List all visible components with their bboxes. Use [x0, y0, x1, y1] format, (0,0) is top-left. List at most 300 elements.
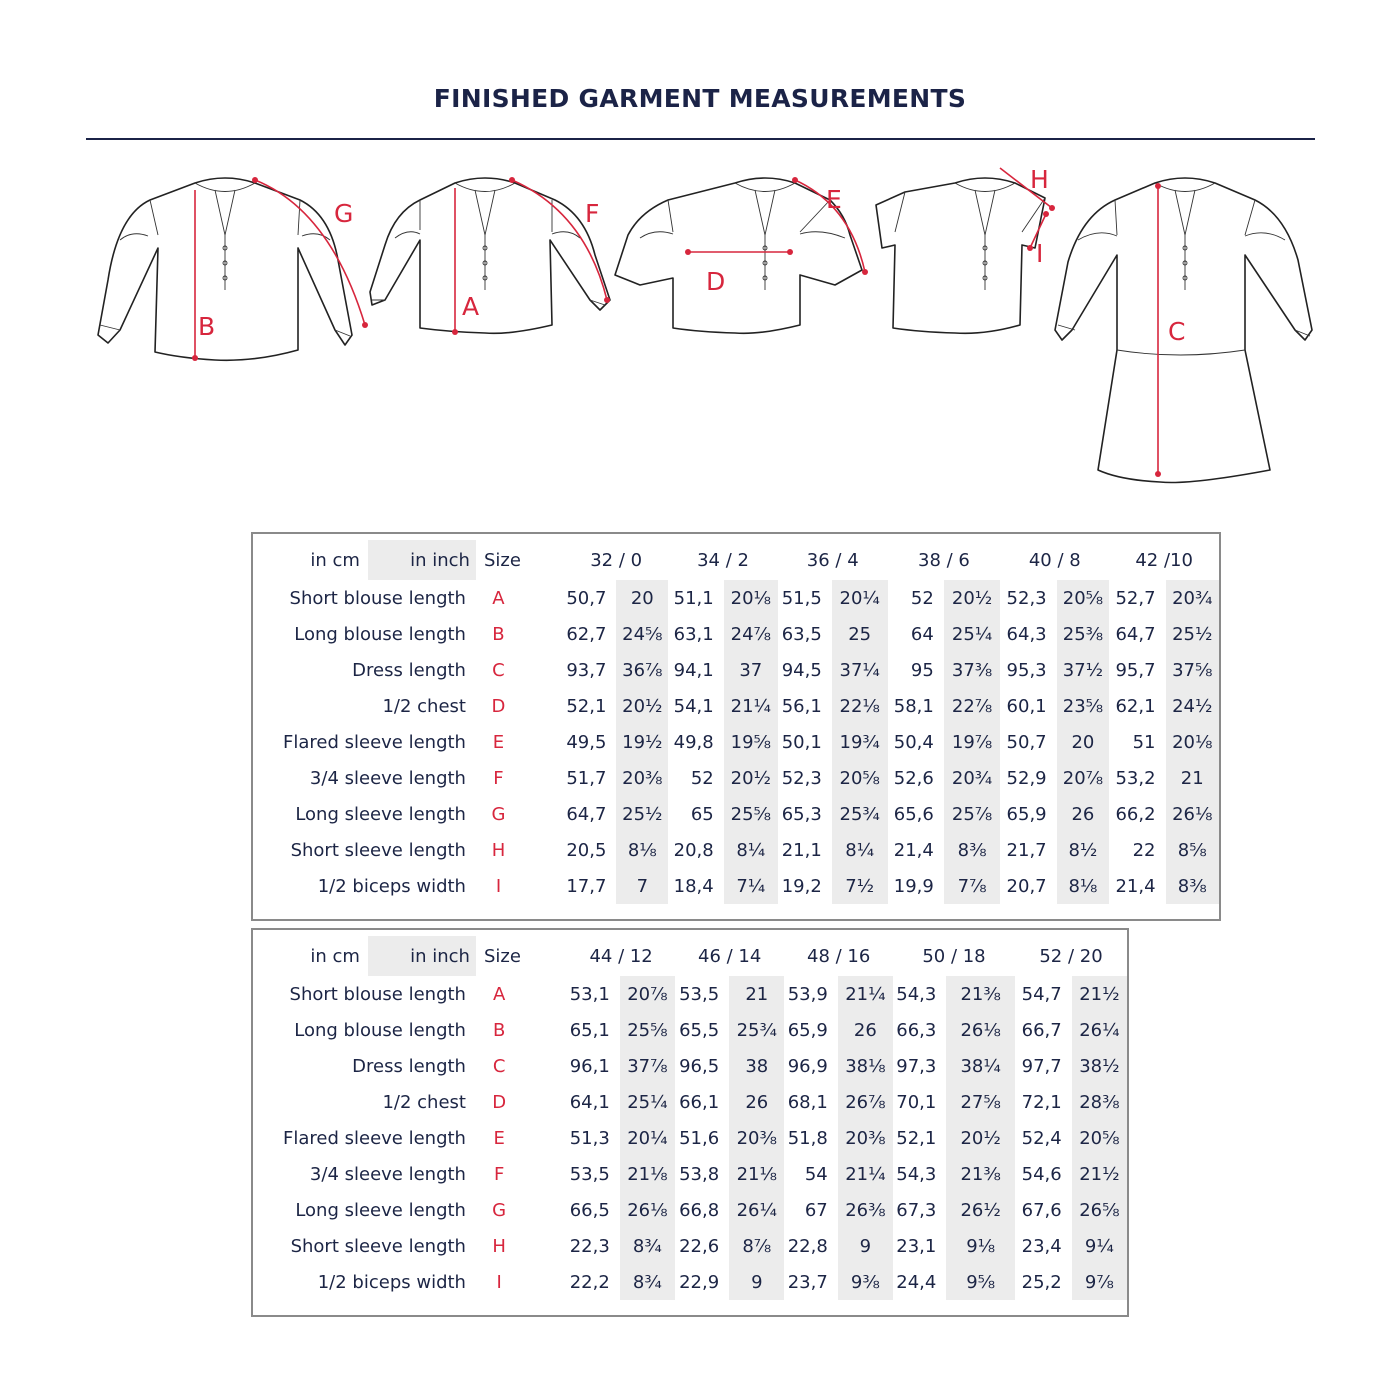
value-inch: 8¾ [620, 1228, 675, 1264]
size-header: 38 / 6 [918, 549, 970, 571]
value-inch: 26⅜ [838, 1192, 893, 1228]
flared-sleeve-blouse-drawing [615, 177, 868, 333]
header-in-inch: in inch [368, 540, 476, 580]
row-label: Short blouse length [289, 587, 466, 609]
value-cm: 50,1 [781, 731, 822, 753]
value-inch: 20 [1057, 724, 1110, 760]
spacer-cell [521, 724, 564, 760]
value-inch: 8⅝ [1166, 832, 1219, 868]
table-row [283, 1156, 1127, 1192]
row-label: Short sleeve length [290, 839, 466, 861]
long-blouse-drawing [98, 177, 368, 361]
label-d: D [706, 267, 726, 296]
value-cm: 20,7 [1006, 875, 1047, 897]
value-cm: 17,7 [566, 875, 607, 897]
value-inch: 7⅞ [944, 868, 1001, 904]
value-cm: 65,6 [893, 803, 934, 825]
value-cm: 96,1 [569, 1055, 610, 1077]
row-label: 1/2 biceps width [317, 1271, 466, 1293]
value-inch: 25⅜ [1057, 616, 1110, 652]
label-b: B [198, 312, 216, 341]
spacer-cell [522, 1192, 567, 1228]
value-cm: 96,5 [679, 1055, 720, 1077]
value-inch: 25 [832, 616, 888, 652]
value-inch: 25½ [616, 796, 668, 832]
value-inch: 9⅛ [946, 1228, 1015, 1264]
value-inch: 21½ [1072, 1156, 1127, 1192]
value-cm: 22 [1132, 839, 1156, 861]
size-header: 34 / 2 [697, 549, 749, 571]
size-header: 50 / 18 [922, 945, 986, 967]
value-inch: 24⅝ [616, 616, 668, 652]
value-cm: 62,1 [1115, 695, 1156, 717]
value-cm: 19,9 [893, 875, 934, 897]
value-inch: 20⅛ [724, 580, 778, 616]
row-label: Short blouse length [289, 983, 466, 1005]
size-header: 42 /10 [1135, 549, 1193, 571]
value-cm: 50,7 [566, 587, 607, 609]
value-cm: 22,2 [569, 1271, 610, 1293]
value-cm: 66,7 [1021, 1019, 1062, 1041]
row-code: C [492, 659, 505, 681]
row-code: F [493, 1163, 505, 1185]
value-inch: 25¼ [944, 616, 1001, 652]
dress-drawing [1055, 178, 1312, 483]
value-cm: 54,6 [1021, 1163, 1062, 1185]
value-cm: 67,6 [1021, 1199, 1062, 1221]
value-cm: 94,5 [781, 659, 822, 681]
value-cm: 23,1 [896, 1235, 937, 1257]
value-inch: 8⅛ [1057, 868, 1110, 904]
table-2-header-row [283, 936, 1127, 976]
value-cm: 52,9 [1006, 767, 1047, 789]
value-cm: 52,3 [1006, 587, 1047, 609]
value-inch: 9¼ [1072, 1228, 1127, 1264]
label-c: C [1168, 317, 1186, 346]
value-inch: 26 [729, 1084, 784, 1120]
row-code: I [496, 1271, 502, 1293]
value-inch: 25⅝ [724, 796, 778, 832]
value-inch: 8⅜ [944, 832, 1001, 868]
value-inch: 19½ [616, 724, 668, 760]
value-cm: 53,5 [569, 1163, 610, 1185]
spacer-cell [522, 1264, 567, 1300]
value-inch: 21⅜ [946, 1156, 1015, 1192]
table-row [283, 868, 1219, 904]
value-inch: 38 [729, 1048, 784, 1084]
value-cm: 66,3 [896, 1019, 937, 1041]
value-inch: 26 [1057, 796, 1110, 832]
value-cm: 64,3 [1006, 623, 1047, 645]
value-cm: 51,3 [569, 1127, 610, 1149]
spacer-cell [522, 1048, 567, 1084]
row-label: Flared sleeve length [283, 1127, 466, 1149]
value-inch: 20⅜ [838, 1120, 893, 1156]
value-cm: 21,1 [781, 839, 822, 861]
value-inch: 7¼ [724, 868, 778, 904]
value-cm: 65,1 [569, 1019, 610, 1041]
value-inch: 21¼ [838, 976, 893, 1012]
value-cm: 67,3 [896, 1199, 937, 1221]
value-cm: 96,9 [787, 1055, 828, 1077]
value-inch: 21 [1166, 760, 1219, 796]
value-inch: 8⅜ [1166, 868, 1219, 904]
value-inch: 21 [729, 976, 784, 1012]
value-cm: 25,2 [1021, 1271, 1062, 1293]
value-cm: 22,6 [679, 1235, 720, 1257]
table-row [283, 616, 1219, 652]
value-cm: 60,1 [1006, 695, 1047, 717]
value-cm: 22,9 [679, 1271, 720, 1293]
spacer-cell [521, 616, 564, 652]
value-inch: 19¾ [832, 724, 888, 760]
table-2-body [283, 976, 1127, 1300]
label-g: G [334, 199, 354, 228]
value-inch: 28⅜ [1072, 1084, 1127, 1120]
value-cm: 53,1 [569, 983, 610, 1005]
value-cm: 65 [690, 803, 714, 825]
size-header: 44 / 12 [589, 945, 653, 967]
row-code: G [491, 803, 506, 825]
value-inch: 37¼ [832, 652, 888, 688]
label-e: E [826, 185, 842, 214]
size-header: 46 / 14 [698, 945, 762, 967]
value-cm: 93,7 [566, 659, 607, 681]
value-inch: 20⅜ [729, 1120, 784, 1156]
value-inch: 26¼ [1072, 1012, 1127, 1048]
row-code: H [492, 1235, 506, 1257]
value-inch: 20⅞ [1057, 760, 1110, 796]
value-cm: 97,3 [896, 1055, 937, 1077]
value-inch: 25¼ [620, 1084, 675, 1120]
value-cm: 20,8 [673, 839, 714, 861]
value-cm: 51,8 [787, 1127, 828, 1149]
value-inch: 8½ [1057, 832, 1110, 868]
value-cm: 49,5 [566, 731, 607, 753]
row-label: 1/2 biceps width [317, 875, 466, 897]
table-row [283, 1120, 1127, 1156]
value-cm: 54,3 [896, 1163, 937, 1185]
value-inch: 26 [838, 1012, 893, 1048]
value-inch: 23⅝ [1057, 688, 1110, 724]
value-inch: 8⅛ [616, 832, 668, 868]
size-header: 52 / 20 [1039, 945, 1103, 967]
value-inch: 9 [729, 1264, 784, 1300]
value-inch: 20½ [944, 580, 1001, 616]
value-cm: 65,9 [1006, 803, 1047, 825]
table-row [283, 580, 1219, 616]
value-inch: 9 [838, 1228, 893, 1264]
row-code: A [492, 587, 505, 609]
value-cm: 52,6 [893, 767, 934, 789]
value-cm: 52,4 [1021, 1127, 1062, 1149]
row-label: 3/4 sleeve length [309, 767, 466, 789]
value-cm: 51,6 [679, 1127, 720, 1149]
value-cm: 66,2 [1115, 803, 1156, 825]
value-cm: 20,5 [566, 839, 607, 861]
value-cm: 65,3 [781, 803, 822, 825]
value-cm: 66,8 [679, 1199, 720, 1221]
table-row [283, 832, 1219, 868]
spacer-cell [521, 832, 564, 868]
value-cm: 54,1 [673, 695, 714, 717]
value-cm: 68,1 [787, 1091, 828, 1113]
value-cm: 22,8 [787, 1235, 828, 1257]
row-label: Short sleeve length [290, 1235, 466, 1257]
row-code: E [493, 1127, 505, 1149]
spacer-cell [521, 760, 564, 796]
value-cm: 62,7 [566, 623, 607, 645]
value-cm: 52 [690, 767, 714, 789]
size-header: 40 / 8 [1028, 549, 1081, 571]
value-inch: 20½ [724, 760, 778, 796]
value-inch: 25⅞ [944, 796, 1001, 832]
row-code: I [495, 875, 502, 897]
value-inch: 19⅞ [944, 724, 1001, 760]
spacer-cell [522, 1012, 567, 1048]
value-cm: 19,2 [781, 875, 822, 897]
label-h: H [1030, 165, 1049, 194]
value-inch: 21¼ [724, 688, 778, 724]
value-cm: 49,8 [673, 731, 714, 753]
value-inch: 21⅛ [620, 1156, 675, 1192]
value-inch: 7½ [832, 868, 888, 904]
value-cm: 54,7 [1021, 983, 1062, 1005]
row-code: F [493, 767, 504, 789]
value-inch: 20¾ [1166, 580, 1219, 616]
value-cm: 70,1 [896, 1091, 937, 1113]
value-cm: 64 [910, 623, 934, 645]
value-cm: 56,1 [781, 695, 822, 717]
table-row [283, 1084, 1127, 1120]
value-inch: 25½ [1166, 616, 1219, 652]
spacer-cell [522, 1084, 567, 1120]
row-code: C [492, 1055, 506, 1077]
row-code: H [491, 839, 506, 861]
value-cm: 66,1 [679, 1091, 720, 1113]
header-size: Size [483, 945, 521, 967]
value-cm: 65,9 [787, 1019, 828, 1041]
header-in-cm: in cm [310, 549, 360, 571]
header-in-cm: in cm [310, 945, 360, 967]
value-inch: 37⅞ [620, 1048, 675, 1084]
row-code: G [492, 1199, 507, 1221]
measurement-table-1 [251, 532, 1221, 921]
table-row [283, 652, 1219, 688]
value-inch: 8¾ [620, 1264, 675, 1300]
value-cm: 64,7 [1115, 623, 1156, 645]
value-inch: 9⅞ [1072, 1264, 1127, 1300]
value-cm: 21,4 [1115, 875, 1156, 897]
value-cm: 22,3 [569, 1235, 610, 1257]
value-cm: 24,4 [896, 1271, 937, 1293]
row-code: D [491, 695, 506, 717]
value-inch: 20⅝ [832, 760, 888, 796]
table-row [283, 724, 1219, 760]
value-cm: 51,1 [673, 587, 714, 609]
value-inch: 8¼ [832, 832, 888, 868]
table-row [283, 688, 1219, 724]
short-sleeve-blouse-drawing [876, 165, 1055, 333]
value-cm: 53,2 [1115, 767, 1156, 789]
value-inch: 20⅜ [616, 760, 668, 796]
value-inch: 20½ [946, 1120, 1015, 1156]
value-inch: 25¾ [832, 796, 888, 832]
value-cm: 66,5 [569, 1199, 610, 1221]
table-row [283, 760, 1219, 796]
row-label: Flared sleeve length [283, 731, 466, 753]
value-cm: 52,7 [1115, 587, 1156, 609]
table-1-header-row [283, 540, 1219, 580]
spacer-cell [522, 1228, 567, 1264]
spacer-cell [521, 688, 564, 724]
value-inch: 26⅛ [1166, 796, 1219, 832]
value-cm: 67 [804, 1199, 828, 1221]
size-header: 32 / 0 [590, 549, 643, 571]
value-cm: 18,4 [673, 875, 714, 897]
size-header: 36 / 4 [806, 549, 859, 571]
row-code: E [492, 731, 505, 753]
value-cm: 52,3 [781, 767, 822, 789]
value-inch: 37⅜ [944, 652, 1001, 688]
garment-illustrations [0, 0, 1400, 500]
row-code: B [492, 623, 505, 645]
value-inch: 20 [616, 580, 668, 616]
spacer-cell [521, 796, 564, 832]
spacer-cell [522, 1120, 567, 1156]
value-inch: 20⅝ [1057, 580, 1110, 616]
value-inch: 25¾ [729, 1012, 784, 1048]
size-header: 48 / 16 [807, 945, 871, 967]
row-label: 1/2 chest [382, 695, 466, 717]
value-inch: 9⅝ [946, 1264, 1015, 1300]
value-inch: 20⅝ [1072, 1120, 1127, 1156]
value-inch: 25⅝ [620, 1012, 675, 1048]
value-cm: 23,7 [787, 1271, 828, 1293]
spacer-cell [521, 652, 564, 688]
value-cm: 21,7 [1006, 839, 1047, 861]
value-cm: 63,1 [673, 623, 714, 645]
value-inch: 9⅜ [838, 1264, 893, 1300]
value-inch: 37½ [1057, 652, 1110, 688]
value-cm: 51,5 [781, 587, 822, 609]
row-label: Long sleeve length [295, 803, 466, 825]
value-inch: 21¼ [838, 1156, 893, 1192]
row-label: Dress length [352, 1055, 466, 1077]
value-inch: 26⅛ [620, 1192, 675, 1228]
value-inch: 26⅞ [838, 1084, 893, 1120]
value-cm: 21,4 [893, 839, 934, 861]
value-cm: 50,4 [893, 731, 934, 753]
row-label: Long blouse length [294, 623, 466, 645]
value-inch: 37 [724, 652, 778, 688]
row-label: 1/2 chest [382, 1091, 466, 1113]
measurement-table-2 [251, 928, 1129, 1317]
value-cm: 72,1 [1021, 1091, 1062, 1113]
row-label: Long blouse length [294, 1019, 466, 1041]
table-row [283, 1264, 1127, 1300]
value-inch: 22⅛ [832, 688, 888, 724]
label-i: I [1036, 239, 1044, 268]
value-cm: 95,7 [1115, 659, 1156, 681]
value-inch: 22⅞ [944, 688, 1001, 724]
row-code: D [492, 1091, 507, 1113]
header-in-inch: in inch [368, 936, 476, 976]
value-cm: 52,1 [566, 695, 607, 717]
value-inch: 38½ [1072, 1048, 1127, 1084]
row-code: B [492, 1019, 506, 1041]
value-cm: 95,3 [1006, 659, 1047, 681]
value-cm: 50,7 [1006, 731, 1047, 753]
value-inch: 24⅞ [724, 616, 778, 652]
table-row [283, 796, 1219, 832]
row-label: Long sleeve length [295, 1199, 466, 1221]
table-row [283, 1048, 1127, 1084]
value-cm: 63,5 [781, 623, 822, 645]
label-f: F [585, 199, 600, 228]
value-cm: 53,8 [679, 1163, 720, 1185]
table-row [283, 1192, 1127, 1228]
table-1-body [283, 580, 1219, 904]
table-row [283, 1228, 1127, 1264]
value-inch: 19⅝ [724, 724, 778, 760]
value-inch: 8⅞ [729, 1228, 784, 1264]
spacer-cell [522, 976, 567, 1012]
value-inch: 27⅝ [946, 1084, 1015, 1120]
header-size: Size [483, 549, 521, 571]
value-inch: 21⅛ [729, 1156, 784, 1192]
value-inch: 20⅞ [620, 976, 675, 1012]
value-inch: 24½ [1166, 688, 1219, 724]
value-cm: 64,7 [566, 803, 607, 825]
value-inch: 21⅜ [946, 976, 1015, 1012]
spacer-cell [521, 580, 564, 616]
value-inch: 20⅛ [1166, 724, 1219, 760]
value-cm: 94,1 [673, 659, 714, 681]
value-cm: 58,1 [893, 695, 934, 717]
row-label: 3/4 sleeve length [309, 1163, 466, 1185]
spacer-cell [521, 868, 564, 904]
value-inch: 21½ [1072, 976, 1127, 1012]
value-cm: 54,3 [896, 983, 937, 1005]
value-inch: 20½ [616, 688, 668, 724]
row-label: Dress length [352, 659, 466, 681]
table-row [283, 976, 1127, 1012]
value-cm: 51,7 [566, 767, 607, 789]
value-inch: 38⅛ [838, 1048, 893, 1084]
value-cm: 23,4 [1021, 1235, 1062, 1257]
value-cm: 53,9 [787, 983, 828, 1005]
value-cm: 65,5 [679, 1019, 720, 1041]
value-cm: 52,1 [896, 1127, 937, 1149]
table-row [283, 1012, 1127, 1048]
short-blouse-drawing [370, 177, 610, 335]
value-inch: 36⅞ [616, 652, 668, 688]
value-inch: 26⅛ [946, 1012, 1015, 1048]
value-inch: 8¼ [724, 832, 778, 868]
value-cm: 64,1 [569, 1091, 610, 1113]
value-inch: 26⅝ [1072, 1192, 1127, 1228]
value-inch: 38¼ [946, 1048, 1015, 1084]
value-cm: 51 [1132, 731, 1156, 753]
page-title: FINISHED GARMENT MEASUREMENTS [433, 84, 967, 113]
value-inch: 26½ [946, 1192, 1015, 1228]
value-inch: 20¼ [620, 1120, 675, 1156]
value-inch: 37⅝ [1166, 652, 1219, 688]
value-cm: 95 [910, 659, 934, 681]
value-inch: 7 [616, 868, 668, 904]
value-inch: 26¼ [729, 1192, 784, 1228]
